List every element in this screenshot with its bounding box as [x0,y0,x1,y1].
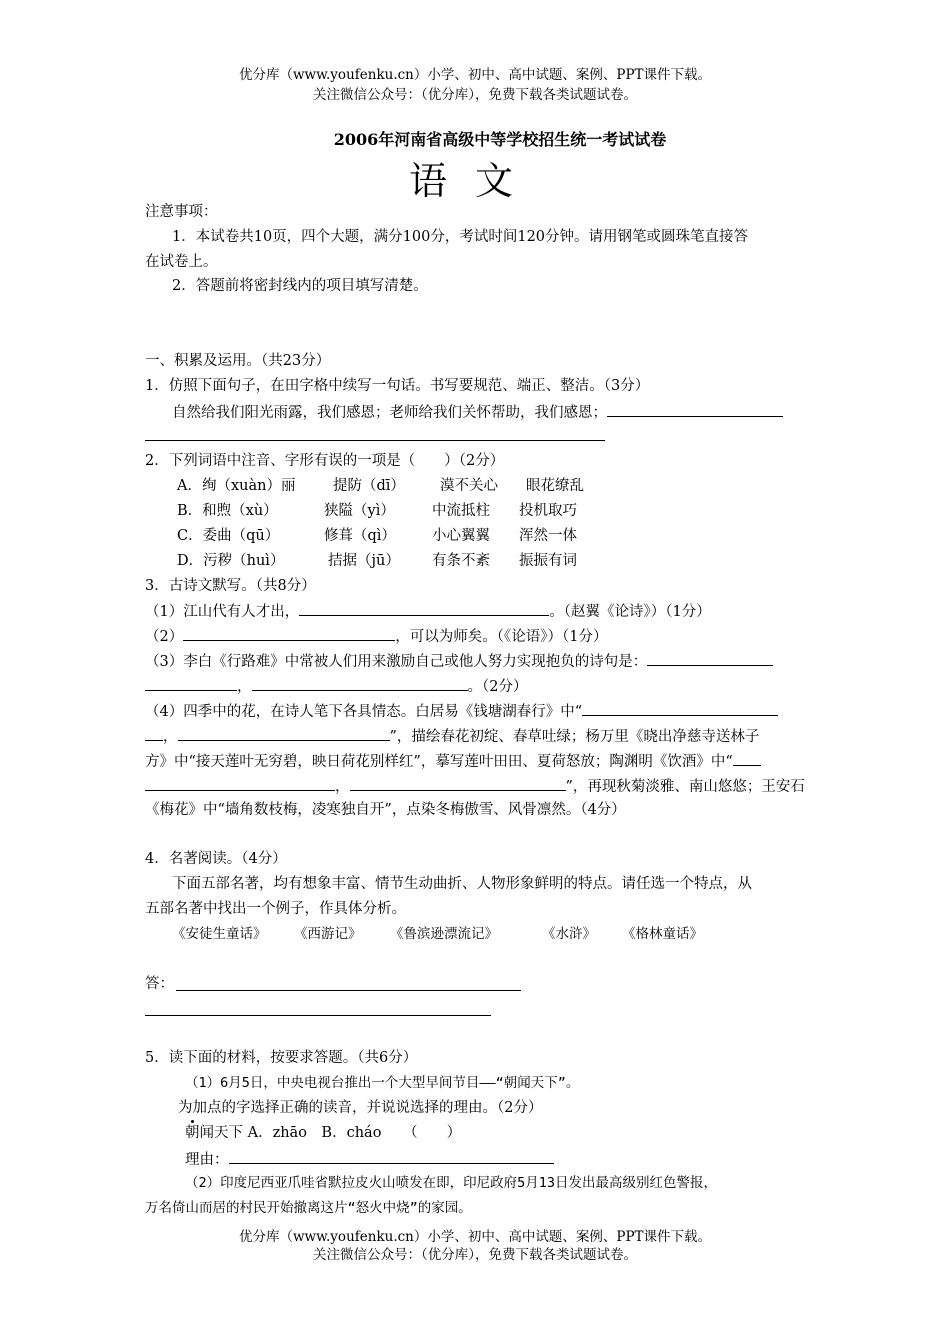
q3-4-blank-c[interactable] [178,725,390,741]
book-item: 《安徒生童话》 [172,926,267,942]
q3-part-4-line2: ， ”，描绘春花初绽、春草吐绿；杨万里《晓出净慈寺送林子 [145,725,759,747]
q3-2-blank[interactable] [183,625,395,641]
book-item: 《鲁滨逊漂流记》 [390,926,498,942]
q4-answer-label: 答： [145,976,174,992]
notice-item-2: 2．答题前将密封线内的项目填写清楚。 [172,278,428,294]
notice-item-1-cont: 在试卷上。 [145,254,218,270]
q5-material-2-cont: 万名倚山而居的村民开始撤离这片“怒火中烧”的家园。 [145,1200,472,1216]
q3-part-4: （4）四季中的花，在诗人笔下各具情态。白居易《钱塘湖春行》中“ [145,700,778,722]
q3-part-4-line3: 方》中“接天莲叶无穷碧，映日荷花别样红”，摹写莲叶田田、夏荷怒放；陶渊明《饮酒》中“ [145,750,761,772]
q1-answer-blank[interactable] [607,401,783,417]
exam-title: 2006年河南省高级中等学校招生统一考试试卷 [333,130,667,149]
q2-stem: 2．下列词语中注音、字形有误的一项是（ ）（2分） [145,453,505,469]
q5-reason: 理由： [185,1148,554,1170]
q5-reason-blank[interactable] [229,1148,554,1164]
q3-1-blank[interactable] [299,600,549,616]
q3-part-3-cont: ， 。（2分） [145,675,527,697]
q5-choices [185,1123,461,1143]
q5-material-1: （1）6月5日，中央电视台推出一个大型早间节目——“朝闻天下”。 [185,1075,580,1091]
q3-part-4-line5: 《梅花》中“墙角数枝梅，凌寒独自开”，点染冬梅傲雪、风骨凛然。（4分） [145,802,626,818]
q1-model-sentence [172,401,783,423]
q3-part-4-line4: ， ”，再现秋菊淡雅、南山悠悠；王安石 [145,775,805,797]
q5-task: 为加点的字选择正确的读音，并说说选择的理由。（2分） [178,1100,543,1116]
header-line-2: 关注微信公众号：（优分库），免费下载各类试题试卷。 [313,87,637,103]
book-item: 《格林童话》 [622,926,703,942]
q3-4-blank-b[interactable] [145,725,163,741]
notice-item-1: 1．本试卷共10页，四个大题，满分100分，考试时间120分钟。请用钢笔或圆珠笔直接答 [172,229,749,245]
q3-part-3: （3）李白《行路难》中常被人们用来激励自己或他人努力实现抱负的诗句是： [145,650,773,672]
header-line-1: 优分库（www.youfenku.cn）小学、初中、高中试题、案例、PPT课件下载。 [238,67,712,83]
section-1-heading: 一、积累及运用。（共23分） [145,353,331,369]
q1-model-text: 自然给我们阳光雨露，我们感恩；老师给我们关怀帮助，我们感恩； [172,405,607,421]
q3-stem: 3．古诗文默写。（共8分） [145,578,316,594]
q5-stem: 5．读下面的材料，按要求答题。（共6分） [145,1050,418,1066]
q4-book-list [172,924,703,944]
subject-title: 语文 [408,159,541,203]
q1-stem: 1．仿照下面句子，在田字格中续写一句话。书写要规范、端正、整洁。（3分） [145,378,650,394]
q2-option-d: D．污秽（huì） 拮据（jū） 有条不紊 振振有词 [177,553,577,569]
book-item: 《水浒》 [542,926,596,942]
q5-word-rest: 闻天下 [199,1125,243,1141]
book-item: 《西游记》 [294,926,362,942]
q2-option-b: B．和煦（xù） 狭隘（yì） 中流抵柱 投机取巧 [177,503,577,519]
q3-4-blank-a[interactable] [582,700,778,716]
q3-3-blank-a[interactable] [647,650,773,666]
q1-answer-line[interactable] [145,440,605,441]
footer-line-1: 优分库（www.youfenku.cn）小学、初中、高中试题、案例、PPT课件下载。 [238,1229,712,1245]
q3-3-blank-b[interactable] [145,675,237,691]
q4-stem: 4．名著阅读。（4分） [145,851,287,867]
q3-part-2: （2） ，可以为师矣。（《论语》）（1分） [145,625,607,647]
q5-choice-options: A．zhāo B．cháo （ ） [247,1125,462,1141]
q4-answer-line-2[interactable] [145,1015,491,1016]
q3-4-blank-f[interactable] [350,775,566,791]
q3-3-blank-c[interactable] [252,675,468,691]
q2-option-c: C．委曲（qū） 修葺（qì） 小心翼翼 浑然一体 [177,528,577,544]
q3-4-blank-e[interactable] [145,775,335,791]
footer-line-2: 关注微信公众号：（优分库），免费下载各类试题试卷。 [313,1247,637,1263]
q3-part-1: （1）江山代有人才出， 。（赵翼《论诗》）（1分） [145,600,711,622]
q5-dotted-word [185,1125,243,1141]
q4-body-cont: 五部名著中找出一个例子，作具体分析。 [145,901,406,917]
notice-heading: 注意事项： [145,204,218,220]
q2-option-a: A．绚（xuàn）丽 提防（dī） 漠不关心 眼花缭乱 [177,478,584,494]
q5-material-2: （2）印度尼西亚爪哇省默拉皮火山喷发在即，印尼政府5月13日发出最高级别红色警报， [185,1175,718,1191]
q5-dotted-char: 朝 [185,1125,200,1141]
q4-body: 下面五部名著，均有想象丰富、情节生动曲折、人物形象鲜明的特点。请任选一个特点，从 [172,876,752,892]
q3-4-blank-d[interactable] [733,750,761,766]
q4-answer-line-1[interactable] [176,990,521,991]
